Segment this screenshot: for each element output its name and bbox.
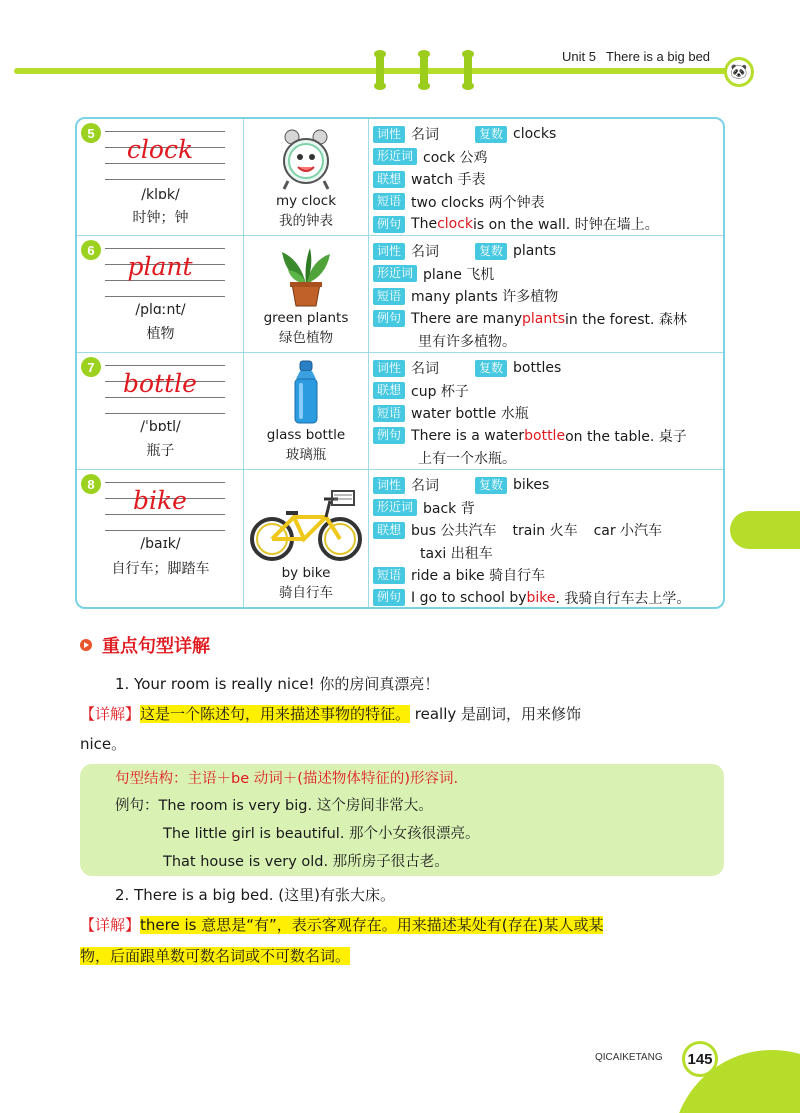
phrase: two clocks 两个钟表 xyxy=(411,194,545,211)
example-start: There are many xyxy=(411,310,523,327)
assoc-word: cup 杯子 xyxy=(411,383,469,400)
notes-cell xyxy=(369,353,723,469)
explain-label: 【详解】 xyxy=(80,916,141,934)
phrase: ride a bike 骑自行车 xyxy=(411,568,546,585)
notes-cell xyxy=(369,470,723,607)
picture-caption-en: my clock xyxy=(275,193,337,209)
phrase: water bottle 水瓶 xyxy=(411,406,529,423)
assoc-word: watch 手表 xyxy=(411,172,486,189)
explanation-1-cont: nice。 xyxy=(80,735,127,753)
example-continued: 上有一个水瓶。 xyxy=(418,451,516,468)
side-tab xyxy=(730,511,800,549)
tag-plural: 复数 xyxy=(475,477,507,494)
tag-assoc: 联想 xyxy=(373,171,405,188)
section-heading xyxy=(80,632,210,658)
tag-pos: 词性 xyxy=(373,126,405,143)
item-number: 6 xyxy=(81,240,101,260)
tag-example: 例句 xyxy=(373,216,405,233)
item-number: 8 xyxy=(81,474,101,494)
vocab-row-bike xyxy=(77,470,723,607)
example-end: on the table. 桌子 xyxy=(565,428,687,445)
word-meaning: 瓶子 xyxy=(146,443,175,459)
example-keyword: plants xyxy=(522,310,566,327)
vocab-word: plant xyxy=(127,252,193,281)
unit-number: Unit 5 xyxy=(562,49,596,64)
example-text: The room is very big. 这个房间非常大。 xyxy=(158,798,433,814)
phonetic: /baɪk/ xyxy=(140,536,181,552)
pos: 名词 xyxy=(411,244,440,261)
assoc-word: taxi 出租车 xyxy=(420,545,493,562)
panda-icon: 🐼 xyxy=(724,57,754,87)
example-keyword: bottle xyxy=(524,427,566,444)
example-line-2: The little girl is beautiful. 那个小女孩很漂亮。 xyxy=(163,826,480,842)
picture-caption-en: by bike xyxy=(281,565,331,581)
vocab-word: clock xyxy=(126,135,194,164)
tag-plural: 复数 xyxy=(475,126,507,143)
example-end: . 我骑自行车去上学。 xyxy=(555,590,691,607)
explain-rest: really 是副词，用来修饰 xyxy=(410,705,582,723)
phrase: many plants 许多植物 xyxy=(411,289,559,306)
vocab-row-plant xyxy=(77,236,723,353)
pos: 名词 xyxy=(411,127,440,144)
tag-phrase: 短语 xyxy=(373,405,405,422)
page-number: 145 xyxy=(682,1041,718,1077)
example-start: There is a water xyxy=(411,427,525,444)
tag-example: 例句 xyxy=(373,427,405,444)
explain-label: 【详解】 xyxy=(80,705,141,723)
section-title: 重点句型详解 xyxy=(102,636,210,657)
structure-box xyxy=(80,764,724,876)
header-peg xyxy=(464,52,472,88)
header-peg xyxy=(376,52,384,88)
sentence-2: 2. There is a big bed. (这里)有张大床。 xyxy=(115,886,396,904)
sentence-1: 1. Your room is really nice! 你的房间真漂亮！ xyxy=(115,675,440,693)
vocab-table xyxy=(75,117,725,609)
explanation-2-cont xyxy=(80,945,350,967)
explain-highlight: 这是一个陈述句，用来描述事物的特征。 xyxy=(140,705,411,723)
plural: plants xyxy=(513,243,557,260)
tag-phrase: 短语 xyxy=(373,193,405,210)
example-start: The xyxy=(411,216,438,233)
example-keyword: bike xyxy=(526,589,556,606)
play-bullet-icon xyxy=(80,639,92,651)
plural: bikes xyxy=(513,477,550,494)
example-keyword: clock xyxy=(437,216,474,233)
example-continued: 里有许多植物。 xyxy=(418,334,516,351)
tag-similar: 形近词 xyxy=(373,265,417,282)
word-cell xyxy=(77,119,244,235)
tag-phrase: 短语 xyxy=(373,567,405,584)
vocab-row-clock xyxy=(77,119,723,236)
publisher-name: QICAIKETANG xyxy=(595,1052,663,1063)
example-line-3: That house is very old. 那所房子很古老。 xyxy=(163,854,449,870)
notes-cell xyxy=(369,119,723,235)
assoc-word: bus 公共汽车 xyxy=(411,523,497,540)
phonetic: /plɑːnt/ xyxy=(135,302,186,318)
tag-plural: 复数 xyxy=(475,243,507,260)
unit-name: There is a big bed xyxy=(605,49,711,64)
vocab-word: bottle xyxy=(123,369,197,398)
alarm-clock-icon xyxy=(244,125,368,191)
tag-example: 例句 xyxy=(373,589,405,606)
pos: 名词 xyxy=(411,361,440,378)
picture-caption-cn: 玻璃瓶 xyxy=(285,447,327,463)
pos: 名词 xyxy=(411,478,440,495)
picture-caption-en: green plants xyxy=(263,310,349,326)
tag-assoc: 联想 xyxy=(373,382,405,399)
similar-word: plane 飞机 xyxy=(423,266,495,283)
vocab-row-bottle xyxy=(77,353,723,470)
notes-cell xyxy=(369,236,723,352)
picture-cell xyxy=(244,353,369,469)
word-cell xyxy=(77,470,244,607)
word-meaning: 自行车；脚踏车 xyxy=(111,561,210,577)
tag-phrase: 短语 xyxy=(373,288,405,305)
explanation-2 xyxy=(80,914,603,936)
example-label: 例句： xyxy=(115,798,159,814)
potted-plant-icon xyxy=(244,246,368,308)
tag-pos: 词性 xyxy=(373,360,405,377)
phonetic: /klɒk/ xyxy=(141,187,180,203)
item-number: 7 xyxy=(81,357,101,377)
example-end: is on the wall. 时钟在墙上。 xyxy=(473,217,659,234)
example-start: I go to school by xyxy=(411,589,527,606)
tag-plural: 复数 xyxy=(475,360,507,377)
plural: clocks xyxy=(513,126,557,143)
word-cell xyxy=(77,236,244,352)
assoc-word: train 火车 xyxy=(512,523,578,540)
tag-pos: 词性 xyxy=(373,477,405,494)
word-meaning: 时钟；钟 xyxy=(132,210,189,226)
explain-highlight: there is 意思是“有”，表示客观存在。用来描述某处有(存在)某人或某 xyxy=(140,916,604,934)
phonetic: /ˈbɒtl/ xyxy=(140,419,181,435)
picture-caption-cn: 绿色植物 xyxy=(279,330,333,346)
water-bottle-icon xyxy=(244,359,368,425)
bicycle-icon xyxy=(244,487,368,563)
similar-word: back 背 xyxy=(423,500,475,517)
tag-similar: 形近词 xyxy=(373,499,417,516)
item-number: 5 xyxy=(81,123,101,143)
explain-highlight: 物，后面跟单数可数名词或不可数名词。 xyxy=(80,947,351,965)
tag-assoc: 联想 xyxy=(373,522,405,539)
vocab-word: bike xyxy=(133,486,187,515)
tag-pos: 词性 xyxy=(373,243,405,260)
header-peg xyxy=(420,52,428,88)
explanation-1 xyxy=(80,703,581,725)
tag-example: 例句 xyxy=(373,310,405,327)
word-cell xyxy=(77,353,244,469)
example-line-1 xyxy=(115,795,433,817)
picture-caption-en: glass bottle xyxy=(266,427,346,443)
word-meaning: 植物 xyxy=(146,326,175,342)
picture-cell xyxy=(244,119,369,235)
similar-word: cock 公鸡 xyxy=(423,149,488,166)
picture-cell xyxy=(244,236,369,352)
picture-cell xyxy=(244,470,369,607)
tag-similar: 形近词 xyxy=(373,148,417,165)
unit-title xyxy=(562,49,710,64)
picture-caption-cn: 骑自行车 xyxy=(279,585,333,601)
plural: bottles xyxy=(513,360,562,377)
example-end: in the forest. 森林 xyxy=(565,311,687,328)
structure-formula: 句型结构：主语＋be 动词＋(描述物体特征的)形容词. xyxy=(115,771,459,787)
assoc-word: car 小汽车 xyxy=(593,523,663,540)
picture-caption-cn: 我的钟表 xyxy=(279,213,333,229)
